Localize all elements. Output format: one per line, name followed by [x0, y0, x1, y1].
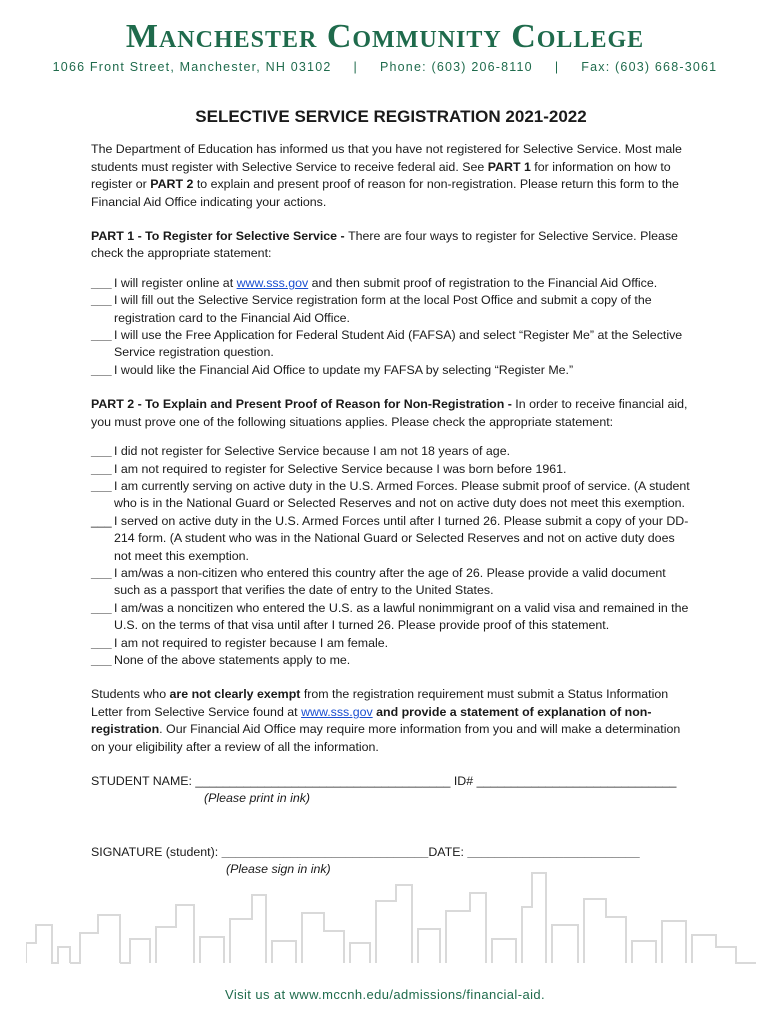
part1-text: There are four ways to register for Selective Service. Please check the appropriate statement:: [91, 229, 678, 261]
part1-option[interactable]: [91, 275, 691, 292]
part1-heading: PART 1 - To Register for Selective Service -: [91, 229, 349, 244]
signature-field[interactable]: ______________________________: [221, 844, 429, 859]
check-blank[interactable]: ___: [91, 362, 112, 377]
part2-option[interactable]: [91, 513, 691, 565]
closing-paragraph: [91, 686, 691, 756]
check-blank[interactable]: ___: [91, 565, 112, 580]
part2-option[interactable]: [91, 461, 691, 478]
form-body: [91, 108, 691, 879]
phone: Phone: (603) 206-8110: [379, 60, 533, 74]
separator: |: [353, 60, 358, 74]
page-title: SELECTIVE SERVICE REGISTRATION 2021-2022: [195, 107, 587, 126]
option-text: I served on active duty in the U.S. Armed Forces until after I turned 26. Please submit a copy of your DD-214 form. (A student who was in the National Guard or Selected Reserves and not on active duty does not meet this exemption.: [114, 513, 689, 563]
check-blank[interactable]: ___: [91, 478, 112, 493]
part2-text: In order to receive financial aid, you must prove one of the following situations applies. Please check the appropriate statement:: [91, 397, 688, 429]
check-blank[interactable]: ___: [91, 275, 112, 290]
option-text: I would like the Financial Aid Office to update my FAFSA by selecting “Register Me.”: [114, 362, 574, 377]
signature-row: [91, 844, 691, 861]
signature-label: SIGNATURE (student):: [91, 844, 222, 859]
fax: Fax: (603) 668-3061: [581, 60, 718, 74]
sign-note: (Please sign in ink): [226, 862, 331, 877]
part2-intro: [91, 396, 691, 431]
check-blank[interactable]: ___: [91, 513, 112, 528]
address: 1066 Front Street, Manchester, NH 03102: [52, 60, 332, 74]
part1-reference: PART 1: [487, 159, 531, 174]
check-blank[interactable]: ___: [91, 293, 112, 308]
id-field[interactable]: _____________________________: [476, 774, 677, 788]
option-text: I am/was a noncitizen who entered the U.S. as a lawful nonimmigrant on a valid visa and remained in the U.S. on the terms of that visa until after I turned 26. Please provide proof of this statement.: [114, 600, 689, 633]
check-blank[interactable]: ___: [91, 328, 112, 343]
part1-option[interactable]: [91, 362, 691, 379]
option-text: I am currently serving on active duty in the U.S. Armed Forces. Please submit proof of service. (A student who is in the National Guard or Selected Reserves and not on active duty does not meet this exemption.: [114, 478, 690, 511]
check-blank[interactable]: ___: [91, 635, 112, 650]
college-name: Manchester Community College: [125, 18, 645, 55]
student-name-field[interactable]: _____________________________________: [195, 774, 451, 788]
print-note: (Please print in ink): [204, 791, 311, 806]
option-text: I am not required to register because I am female.: [114, 635, 389, 650]
part1-option[interactable]: [91, 327, 691, 362]
intro-text: The Department of Education has informed us that you have not registered for Selective Service. Most male students must register with Selective Service to receive federal aid. See: [91, 142, 682, 174]
option-text: I am/was a non-citizen who entered this country after the age of 26. Please provide a valid document such as a passport that verifies the date of entry to the United States.: [114, 565, 666, 598]
check-blank[interactable]: ___: [91, 600, 112, 615]
student-name-label: STUDENT NAME:: [91, 774, 196, 788]
check-blank[interactable]: ___: [91, 461, 112, 476]
check-blank[interactable]: ___: [91, 652, 112, 667]
part2-option[interactable]: [91, 600, 691, 635]
option-text: None of the above statements apply to me.: [114, 652, 351, 667]
part2-heading: PART 2 - To Explain and Present Proof of Reason for Non-Registration -: [91, 397, 516, 412]
closing-text: Students who: [91, 687, 170, 702]
date-label: DATE:: [428, 844, 468, 859]
part1-intro: [91, 228, 691, 263]
student-name-row: [91, 773, 691, 790]
sss-link[interactable]: www.sss.gov: [301, 704, 373, 719]
contact-line: [0, 60, 770, 74]
check-blank[interactable]: ___: [91, 444, 112, 459]
part2-option[interactable]: [91, 652, 691, 669]
option-text: I will register online at: [114, 275, 237, 290]
sss-link[interactable]: www.sss.gov: [236, 275, 309, 290]
closing-emphasis: are not clearly exempt: [169, 687, 301, 702]
part2-option[interactable]: [91, 565, 691, 600]
option-text: I will use the Free Application for Federal Student Aid (FAFSA) and select “Register Me” at the Selective Service registration question.: [114, 328, 683, 360]
option-text: I am not required to register for Selective Service because I was born before 1961.: [114, 461, 567, 476]
part1-option[interactable]: [91, 292, 691, 327]
option-text: I will fill out the Selective Service registration form at the local Post Office and submit a copy of the registration card to the Financial Aid Office.: [114, 293, 652, 325]
closing-text: . Our Financial Aid Office may require more information from you and will make a determination on your eligibility after a review of all the information.: [91, 722, 681, 754]
date-field[interactable]: _________________________: [467, 844, 640, 859]
id-label: ID#: [450, 774, 477, 788]
option-text: I did not register for Selective Service because I am not 18 years of age.: [114, 444, 511, 459]
part2-option[interactable]: [91, 478, 691, 513]
intro-text: to explain and present proof of reason for non-registration. Please return this form to the Financial Aid Office indicating your actions.: [91, 177, 679, 209]
closing-text: from the registration requirement must submit a Status Information Letter from Selective Service found at: [91, 687, 669, 719]
intro-paragraph: [91, 141, 691, 211]
part2-reference: PART 2: [150, 177, 194, 192]
part2-option[interactable]: [91, 443, 691, 460]
option-text: and then submit proof of registration to the Financial Aid Office.: [308, 275, 658, 290]
part2-option[interactable]: [91, 635, 691, 652]
separator: |: [554, 60, 560, 74]
closing-emphasis: and provide a statement of explanation of non-registration: [91, 704, 652, 737]
intro-text: for information on how to register or: [91, 159, 671, 192]
footer-text: Visit us at www.mccnh.edu/admissions/financial-aid.: [224, 987, 545, 1002]
